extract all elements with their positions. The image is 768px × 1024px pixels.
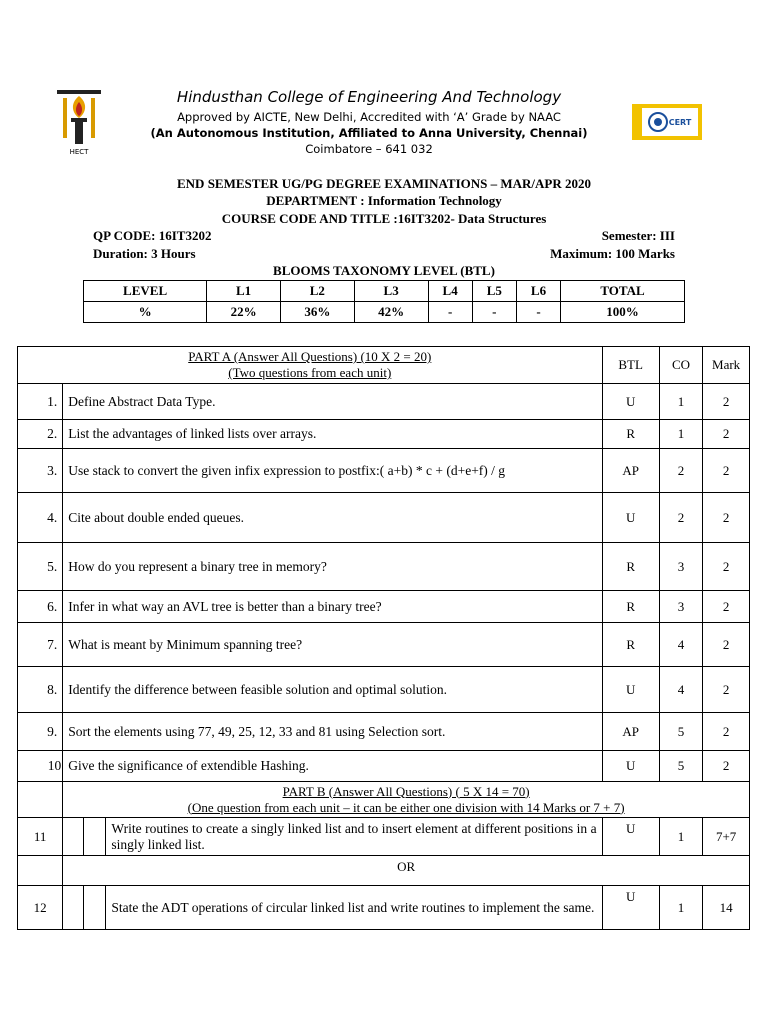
- part-a-header: [18, 347, 603, 384]
- question-mark: 2: [703, 751, 750, 782]
- city-line: Coimbatore – 641 032: [305, 142, 433, 156]
- question-btl: AP: [602, 449, 659, 493]
- empty-cell: [83, 818, 106, 856]
- question-btl: R: [602, 543, 659, 591]
- btl-value-row: [84, 302, 685, 323]
- question-number: 3.: [18, 449, 63, 493]
- part-a-title: PART A (Answer All Questions) (10 X 2 = 20): [188, 349, 432, 364]
- question-text: List the advantages of linked lists over arrays.: [63, 420, 602, 449]
- approval-line: Approved by AICTE, New Delhi, Accredited with ‘A’ Grade by NAAC: [177, 110, 561, 124]
- question-number: 2.: [18, 420, 63, 449]
- empty-cell: [83, 886, 106, 930]
- question-number: 9.: [18, 713, 63, 751]
- table-row: [18, 384, 750, 420]
- btl-value-cell: 22%: [207, 302, 281, 323]
- question-mark: 2: [703, 667, 750, 713]
- question-btl: R: [602, 591, 659, 623]
- question-text: Cite about double ended queues.: [63, 493, 602, 543]
- btl-header-cell: L2: [280, 281, 354, 302]
- question-mark: 2: [703, 449, 750, 493]
- btl-header-cell: L3: [354, 281, 428, 302]
- btl-value-cell: 36%: [280, 302, 354, 323]
- btl-heading: BLOOMS TAXONOMY LEVEL (BTL): [273, 263, 495, 278]
- question-mark: 2: [703, 543, 750, 591]
- question-btl: AP: [602, 713, 659, 751]
- empty-cell: [18, 856, 63, 886]
- btl-value-cell: 100%: [561, 302, 685, 323]
- question-mark: 14: [703, 886, 750, 930]
- duration: Duration: 3 Hours: [93, 246, 196, 261]
- question-btl: U: [602, 493, 659, 543]
- question-btl: U: [602, 751, 659, 782]
- table-row: [18, 493, 750, 543]
- question-co: 1: [659, 886, 702, 930]
- btl-header-cell: L4: [428, 281, 472, 302]
- question-co: 1: [659, 384, 702, 420]
- table-row: [18, 667, 750, 713]
- question-mark: 2: [703, 493, 750, 543]
- question-mark: 2: [703, 713, 750, 751]
- max-marks: Maximum: 100 Marks: [550, 246, 675, 261]
- question-text: Sort the elements using 77, 49, 25, 12, 33 and 81 using Selection sort.: [63, 713, 602, 751]
- or-row: [18, 856, 750, 886]
- question-number: 12: [18, 886, 63, 930]
- question-number: 4.: [18, 493, 63, 543]
- question-text: Write routines to create a singly linked list and to insert element at different positions in a singly linked list.: [106, 818, 602, 856]
- question-text: Use stack to convert the given infix expression to postfix:( a+b) * c + (d+e+f) / g: [63, 449, 602, 493]
- table-row: [18, 449, 750, 493]
- table-row: [18, 623, 750, 667]
- question-mark: 2: [703, 623, 750, 667]
- btl-value-cell: -: [516, 302, 560, 323]
- question-co: 5: [659, 751, 702, 782]
- table-row: [18, 713, 750, 751]
- question-co: 4: [659, 623, 702, 667]
- table-row: [18, 543, 750, 591]
- question-co: 5: [659, 713, 702, 751]
- btl-value-cell: -: [428, 302, 472, 323]
- col-btl-header: BTL: [602, 347, 659, 384]
- empty-cell: [63, 818, 84, 856]
- question-mark: 2: [703, 591, 750, 623]
- question-mark: 2: [703, 420, 750, 449]
- question-number: 11: [18, 818, 63, 856]
- college-name: Hindusthan College of Engineering And Technology: [176, 88, 562, 106]
- question-text: What is meant by Minimum spanning tree?: [63, 623, 602, 667]
- empty-cell: [63, 886, 84, 930]
- svg-text:HECT: HECT: [69, 148, 89, 156]
- part-b-subtitle: (One question from each unit – it can be either one division with 14 Marks or 7 + 7): [187, 799, 625, 815]
- question-btl: U: [602, 384, 659, 420]
- question-co: 3: [659, 543, 702, 591]
- btl-header-cell: TOTAL: [561, 281, 685, 302]
- question-table: [17, 346, 750, 930]
- question-number: 5.: [18, 543, 63, 591]
- question-btl: U: [602, 667, 659, 713]
- question-btl: R: [602, 420, 659, 449]
- question-text: State the ADT operations of circular linked list and write routines to implement the same.: [106, 886, 602, 930]
- question-text: Define Abstract Data Type.: [63, 384, 602, 420]
- question-co: 4: [659, 667, 702, 713]
- course-title: COURSE CODE AND TITLE :16IT3202- Data Structures: [221, 211, 547, 226]
- btl-table: [83, 280, 685, 323]
- question-number: 7.: [18, 623, 63, 667]
- part-a-subtitle: (Two questions from each unit): [228, 365, 392, 380]
- btl-header-row: [84, 281, 685, 302]
- btl-header-cell: L1: [207, 281, 281, 302]
- btl-header-cell: L6: [516, 281, 560, 302]
- question-co: 2: [659, 493, 702, 543]
- or-label: OR: [63, 856, 750, 886]
- question-number: 6.: [18, 591, 63, 623]
- part-a-header-row: [18, 347, 750, 384]
- question-mark: 7+7: [703, 818, 750, 856]
- part-b-title: PART B (Answer All Questions) ( 5 X 14 = 70): [282, 783, 530, 799]
- table-row: [18, 886, 750, 930]
- table-row: [18, 751, 750, 782]
- part-b-header-row: [18, 782, 750, 818]
- question-mark: 2: [703, 384, 750, 420]
- question-btl: U: [602, 886, 659, 930]
- question-text: Give the significance of extendible Hashing.: [63, 751, 602, 782]
- qp-code: QP CODE: 16IT3202: [93, 228, 212, 243]
- btl-value-cell: -: [472, 302, 516, 323]
- question-text: Identify the difference between feasible solution and optimal solution.: [63, 667, 602, 713]
- question-number: 10: [18, 751, 63, 782]
- semester: Semester: III: [601, 228, 675, 243]
- btl-value-cell: 42%: [354, 302, 428, 323]
- empty-cell: [18, 782, 63, 818]
- exam-title: END SEMESTER UG/PG DEGREE EXAMINATIONS – MAR/APR 2020: [177, 176, 591, 191]
- table-row: [18, 818, 750, 856]
- col-mark-header: Mark: [703, 347, 750, 384]
- btl-header-cell: L5: [472, 281, 516, 302]
- autonomous-line: (An Autonomous Institution, Affiliated to Anna University, Chennai): [150, 126, 588, 140]
- table-row: [18, 591, 750, 623]
- question-co: 3: [659, 591, 702, 623]
- question-btl: U: [602, 818, 659, 856]
- question-btl: R: [602, 623, 659, 667]
- question-number: 1.: [18, 384, 63, 420]
- btl-value-cell: %: [84, 302, 207, 323]
- question-co: 2: [659, 449, 702, 493]
- question-co: 1: [659, 420, 702, 449]
- svg-text:CERT: CERT: [668, 118, 692, 127]
- btl-header-cell: LEVEL: [84, 281, 207, 302]
- department: DEPARTMENT : Information Technology: [266, 193, 502, 208]
- question-text: How do you represent a binary tree in memory?: [63, 543, 602, 591]
- question-co: 1: [659, 818, 702, 856]
- table-row: [18, 420, 750, 449]
- question-number: 8.: [18, 667, 63, 713]
- col-co-header: CO: [659, 347, 702, 384]
- part-b-header: [63, 782, 750, 818]
- question-text: Infer in what way an AVL tree is better than a binary tree?: [63, 591, 602, 623]
